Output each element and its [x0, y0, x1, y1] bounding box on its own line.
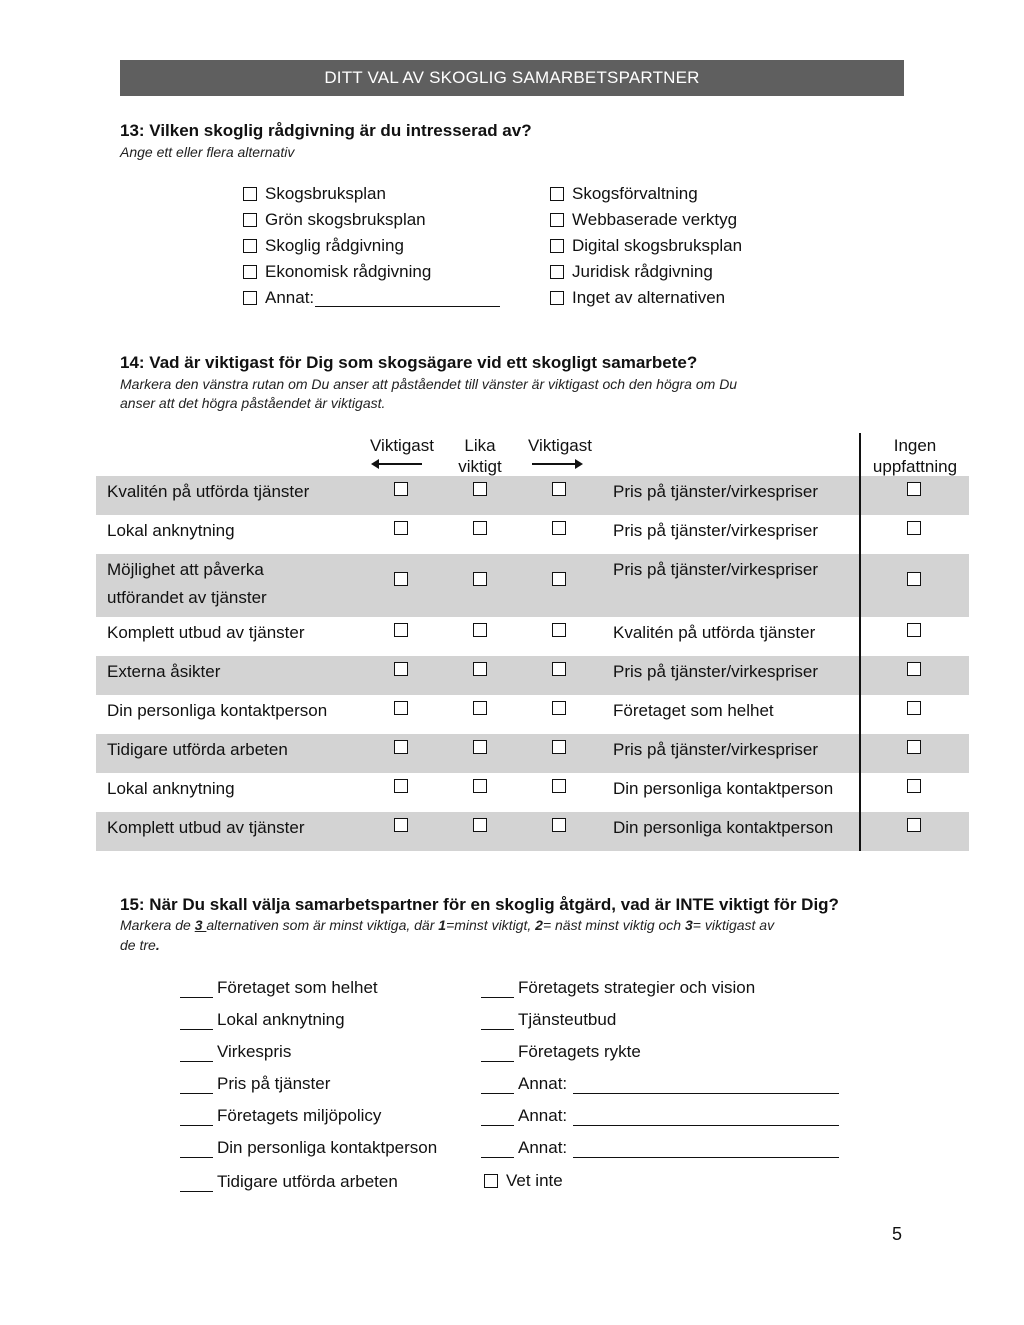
q13-option[interactable]: Skogsbruksplan	[243, 183, 386, 205]
q13-option[interactable]: Ekonomisk rådgivning	[243, 261, 431, 283]
page-number: 5	[892, 1224, 903, 1244]
table-row: Externa åsikter Pris på tjänster/virkespriser	[96, 656, 969, 695]
checkbox-equal[interactable]	[473, 740, 487, 754]
q15-rank-item[interactable]: Tjänsteutbud	[481, 1010, 616, 1030]
arrow-left-icon	[378, 463, 422, 465]
table-row: Tidigare utförda arbeten Pris på tjänster/virkespriser	[96, 734, 969, 773]
column-divider	[859, 433, 861, 851]
rank-blank[interactable]	[481, 982, 514, 998]
checkbox[interactable]	[550, 213, 564, 227]
table-row: Din personliga kontaktperson Företaget som helhet	[96, 695, 969, 734]
q13-option[interactable]: Inget av alternativen	[550, 287, 725, 309]
checkbox[interactable]	[550, 291, 564, 305]
checkbox-no-opinion[interactable]	[907, 818, 921, 832]
q15-dont-know[interactable]: Vet inte	[484, 1170, 563, 1192]
checkbox-right[interactable]	[552, 521, 566, 535]
q15-title: 15: När Du skall välja samarbetspartner för en skoglig åtgärd, vad är INTE viktigt för Dig?	[120, 895, 839, 914]
checkbox-right[interactable]	[552, 701, 566, 715]
header-left-important: Viktigast	[370, 436, 434, 455]
other-text-field[interactable]	[315, 290, 500, 307]
header-equal-1: Lika	[464, 436, 496, 455]
table-row: Komplett utbud av tjänster Din personliga kontaktperson	[96, 812, 969, 851]
q15-rank-item-other[interactable]: Annat:	[481, 1138, 839, 1158]
header-right-important: Viktigast	[528, 436, 592, 455]
table-row: Komplett utbud av tjänster Kvalitén på utförda tjänster	[96, 617, 969, 656]
q15-rank-item[interactable]: Din personliga kontaktperson	[180, 1138, 437, 1158]
table-row: Lokal anknytning Pris på tjänster/virkespriser	[96, 515, 969, 554]
checkbox-equal[interactable]	[473, 779, 487, 793]
rank-blank[interactable]	[180, 1046, 213, 1062]
arrow-right-icon	[532, 463, 576, 465]
other-text-field[interactable]	[573, 1142, 839, 1158]
checkbox-left[interactable]	[394, 482, 408, 496]
checkbox-right[interactable]	[552, 572, 566, 586]
checkbox[interactable]	[243, 239, 257, 253]
checkbox-no-opinion[interactable]	[907, 572, 921, 586]
q13-option-other[interactable]: Annat:	[243, 287, 500, 309]
rank-blank[interactable]	[481, 1014, 514, 1030]
q14-subtitle-line1: Markera den vänstra rutan om Du anser att påståendet till vänster är viktigast och den högra om Du	[120, 376, 738, 392]
checkbox-right[interactable]	[552, 779, 566, 793]
checkbox-no-opinion[interactable]	[907, 482, 921, 496]
q15-rank-item[interactable]: Lokal anknytning	[180, 1010, 345, 1030]
q15-subtitle-line2: de tre.	[120, 937, 160, 953]
table-row: Möjlighet att påverka utförandet av tjänster Pris på tjänster/virkespriser	[96, 554, 969, 617]
q13-option[interactable]: Skogsförvaltning	[550, 183, 698, 205]
header-no-opinion-2: uppfattning	[872, 457, 958, 476]
q13-title: 13: Vilken skoglig rådgivning är du intresserad av?	[120, 121, 532, 140]
checkbox-left[interactable]	[394, 662, 408, 676]
checkbox-no-opinion[interactable]	[907, 701, 921, 715]
checkbox-equal[interactable]	[473, 521, 487, 535]
checkbox-right[interactable]	[552, 482, 566, 496]
checkbox-no-opinion[interactable]	[907, 623, 921, 637]
checkbox-left[interactable]	[394, 818, 408, 832]
checkbox-right[interactable]	[552, 818, 566, 832]
other-text-field[interactable]	[573, 1078, 839, 1094]
checkbox-right[interactable]	[552, 623, 566, 637]
checkbox[interactable]	[550, 187, 564, 201]
checkbox[interactable]	[550, 239, 564, 253]
checkbox-left[interactable]	[394, 779, 408, 793]
rank-blank[interactable]	[180, 1176, 213, 1192]
header-equal-2: viktigt	[458, 457, 502, 476]
q15-rank-item[interactable]: Tidigare utförda arbeten	[180, 1172, 398, 1192]
q13-option[interactable]: Skoglig rådgivning	[243, 235, 404, 257]
q13-option[interactable]: Webbaserade verktyg	[550, 209, 737, 231]
checkbox[interactable]	[243, 213, 257, 227]
other-text-field[interactable]	[573, 1110, 839, 1126]
q15-rank-item[interactable]: Företagets strategier och vision	[481, 978, 755, 998]
rank-blank[interactable]	[481, 1110, 514, 1126]
q14-title: 14: Vad är viktigast för Dig som skogsägare vid ett skogligt samarbete?	[120, 353, 698, 372]
header-no-opinion-1: Ingen	[893, 436, 937, 455]
checkbox-equal[interactable]	[473, 572, 487, 586]
q15-rank-item[interactable]: Företaget som helhet	[180, 978, 378, 998]
checkbox-no-opinion[interactable]	[907, 740, 921, 754]
q13-option[interactable]: Juridisk rådgivning	[550, 261, 713, 283]
checkbox[interactable]	[243, 291, 257, 305]
q15-rank-item[interactable]: Företagets rykte	[481, 1042, 641, 1062]
q15-rank-item[interactable]: Virkespris	[180, 1042, 291, 1062]
checkbox[interactable]	[550, 265, 564, 279]
checkbox[interactable]	[484, 1174, 498, 1188]
checkbox-left[interactable]	[394, 623, 408, 637]
checkbox-left[interactable]	[394, 740, 408, 754]
table-row: Kvalitén på utförda tjänster Pris på tjänster/virkespriser	[96, 476, 969, 515]
q15-rank-item-other[interactable]: Annat:	[481, 1106, 839, 1126]
rank-blank[interactable]	[481, 1078, 514, 1094]
q14-subtitle-line2: anser att det högra påståendet är viktigast.	[120, 395, 386, 411]
checkbox-no-opinion[interactable]	[907, 521, 921, 535]
q15-rank-item[interactable]: Företagets miljöpolicy	[180, 1106, 381, 1126]
checkbox-no-opinion[interactable]	[907, 779, 921, 793]
checkbox[interactable]	[243, 265, 257, 279]
q13-option[interactable]: Digital skogsbruksplan	[550, 235, 742, 257]
section-banner: DITT VAL AV SKOGLIG SAMARBETSPARTNER	[120, 60, 904, 96]
checkbox-equal[interactable]	[473, 701, 487, 715]
rank-blank[interactable]	[481, 1142, 514, 1158]
q13-option[interactable]: Grön skogsbruksplan	[243, 209, 426, 231]
q15-rank-item[interactable]: Pris på tjänster	[180, 1074, 330, 1094]
checkbox-left[interactable]	[394, 572, 408, 586]
checkbox-left[interactable]	[394, 701, 408, 715]
checkbox-left[interactable]	[394, 521, 408, 535]
checkbox-equal[interactable]	[473, 482, 487, 496]
rank-blank[interactable]	[180, 1142, 213, 1158]
rank-blank[interactable]	[180, 1078, 213, 1094]
rank-blank[interactable]	[180, 1110, 213, 1126]
checkbox-right[interactable]	[552, 662, 566, 676]
checkbox-equal[interactable]	[473, 662, 487, 676]
q13-subtitle: Ange ett eller flera alternativ	[120, 144, 295, 160]
q15-rank-item-other[interactable]: Annat:	[481, 1074, 839, 1094]
q15-subtitle-line1: Markera de 3 alternativen som är minst viktiga, där 1=minst viktigt, 2= näst minst viktig och 3= viktigast av	[120, 917, 775, 933]
rank-blank[interactable]	[481, 1046, 514, 1062]
checkbox-right[interactable]	[552, 740, 566, 754]
checkbox-equal[interactable]	[473, 623, 487, 637]
checkbox-no-opinion[interactable]	[907, 662, 921, 676]
checkbox[interactable]	[243, 187, 257, 201]
table-row: Lokal anknytning Din personliga kontaktperson	[96, 773, 969, 812]
rank-blank[interactable]	[180, 1014, 213, 1030]
checkbox-equal[interactable]	[473, 818, 487, 832]
rank-blank[interactable]	[180, 982, 213, 998]
